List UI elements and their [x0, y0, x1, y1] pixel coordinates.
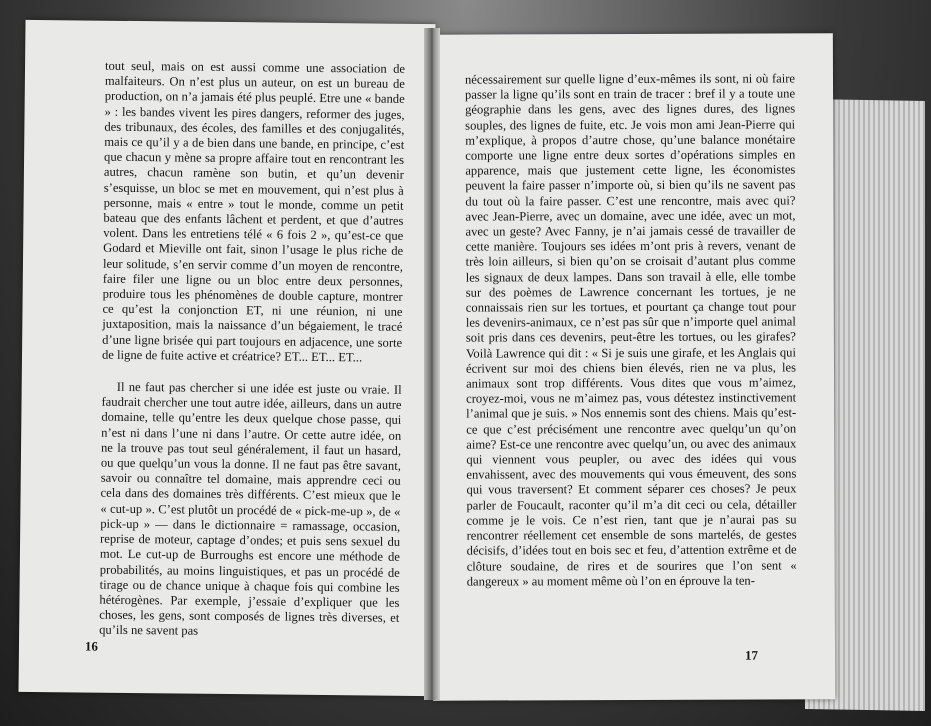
right-page	[431, 33, 835, 700]
right-paragraph-1: nécessairement sur quelle ligne d’eux-mêmes ils sont, ni où faire passer la ligne qu’ils sont en train de tracer : bref il y a toute une géographie dans les gens, avec des lignes dures, des lignes souples, des lignes de fuite, etc. Je vois mon ami Jean-Pierre qui m’explique, à propos d’autre chose, qu’une balance monétaire comporte une ligne entre deux sortes d’opérations simples en apparence, mais que justement cette ligne, les économistes peuvent la faire passer n’importe où, si bien qu’ils ne savent pas du tout où la faire passer. C’est une rencontre, mais avec qui? avec Jean-Pierre, avec un domaine, avec une idée, avec un mot, avec un geste? Avec Fanny, je n’ai jamais cessé de travailler de cette manière. Toujours ses idées m’ont pris à revers, venant de très loin ailleurs, si bien qu’on se croisait d’autant plus comme les signaux de deux lampes. Dans son travail à elle, elle tombe sur des poèmes de Lawrence concernant les tortues, je ne connaissais rien sur les tortues, et pourtant ça change tout pour les devenirs-animaux, ce n’est pas sûr que n’importe quel animal soit pris dans ces devenirs, peut-être les tortues, ou les girafes? Voilà Lawrence qui dit : « Si je suis une girafe, et les Anglais qui écrivent sur moi des chiens bien élevés, rien ne va plus, les animaux sont trop différents. Vous dites que vous m’aimez, croyez-moi, vous ne m’aimez pas, vous détestez instinctivement l’animal que je suis. » Nos ennemis sont des chiens. Mais qu’est-ce que c’est précisément une rencontre avec quelqu’un qu’on aime? Est-ce une rencontre avec quelqu’un, ou avec des animaux qui viennent vous peupler, ou avec des idées qui vous envahissent, avec des mouvements qui vous émeuvent, des sons qui vous traversent? Et comment séparer ces choses? Je peux parler de Foucault, raconter qu’il m’a dit ceci ou cela, détailler comme je le vois. Ce n’est rien, tant que je n’aurai pas su rencontrer réellement cet ensemble de sons martelés, de gestes décisifs, d’idées tout en bois sec et feu, d’attention extrême et de clôture soudaine, de rires et de sourires que l’on sent « dangereux » au moment même où l’on en éprouve la ten-	[464, 71, 797, 589]
left-page	[18, 20, 435, 696]
right-page-text	[465, 71, 797, 589]
left-paragraph-2: Il ne faut pas chercher si une idée est juste ou vraie. Il faudrait chercher une tout autre idée, ailleurs, dans un autre domaine, telle qu’entre les deux quelque chose passe, qui n’est ni dans l’une ni dans l’autre. Or cette autre idée, on ne la trouve pas tout seul généralement, il faut un hasard, ou que quelqu’un vous la donne. Il ne faut pas être savant, savoir ou connaître tel domaine, mais apprendre ceci ou cela dans des domaines très différents. C’est mieux que le « cut-up ». C’est plutôt un procédé de « pick-me-up », de « pick-up » — dans le dictionnaire = ramassage, occasion, reprise de moteur, captage d’ondes; et puis sens sexuel du mot. Le cut-up de Burroughs est encore une méthode de probabilités, au moins linguistiques, et pas un procédé de tirage ou de chance unique à chaque fois qui combine les hétérogènes. Par exemple, j’essaie d’expliquer que les choses, les gens, sont composés de lignes très diverses, et qu’ils ne savent pas	[99, 379, 402, 639]
left-paragraph-1: tout seul, mais on est aussi comme une association de malfaiteurs. On n’est plus un auteur, on est un bureau de production, on n’a jamais été plus peuplé. Etre une « bande » : les bandes vivent les pires dangers, reformer des juges, des tribunaux, des écoles, des familles et des conjugalités, mais ce qu’il y a de bien dans une bande, en principe, c’est que chacun y mène sa propre affaire tout en rencontrant les autres, chacun ramène son butin, et qu’un devenir s’esquisse, un bloc se met en mouvement, qui n’est plus à personne, mais « entre » tout le monde, comme un petit bateau que des enfants lâchent et perdent, et que d’autres volent. Dans les entretiens télé « 6 fois 2 », qu’est-ce que Godard et Mieville ont fait, sinon l’usage le plus riche de leur solitude, s’en servir comme d’un moyen de rencontre, faire filer une ligne ou un bloc entre deux personnes, produire tous les phénomènes de double capture, montrer ce qu’est la conjonction ET, ni une réunion, ni une juxtaposition, mais la naissance d’un bégaiement, le tracé d’une ligne brisée qui part toujours en adjacence, une sorte de ligne de fuite active et créatrice? ET... ET... ET...	[101, 58, 406, 365]
left-page-text	[99, 59, 405, 642]
page-number-left: 16	[84, 638, 99, 654]
book-gutter	[424, 28, 440, 700]
page-number-right: 17	[744, 647, 759, 663]
